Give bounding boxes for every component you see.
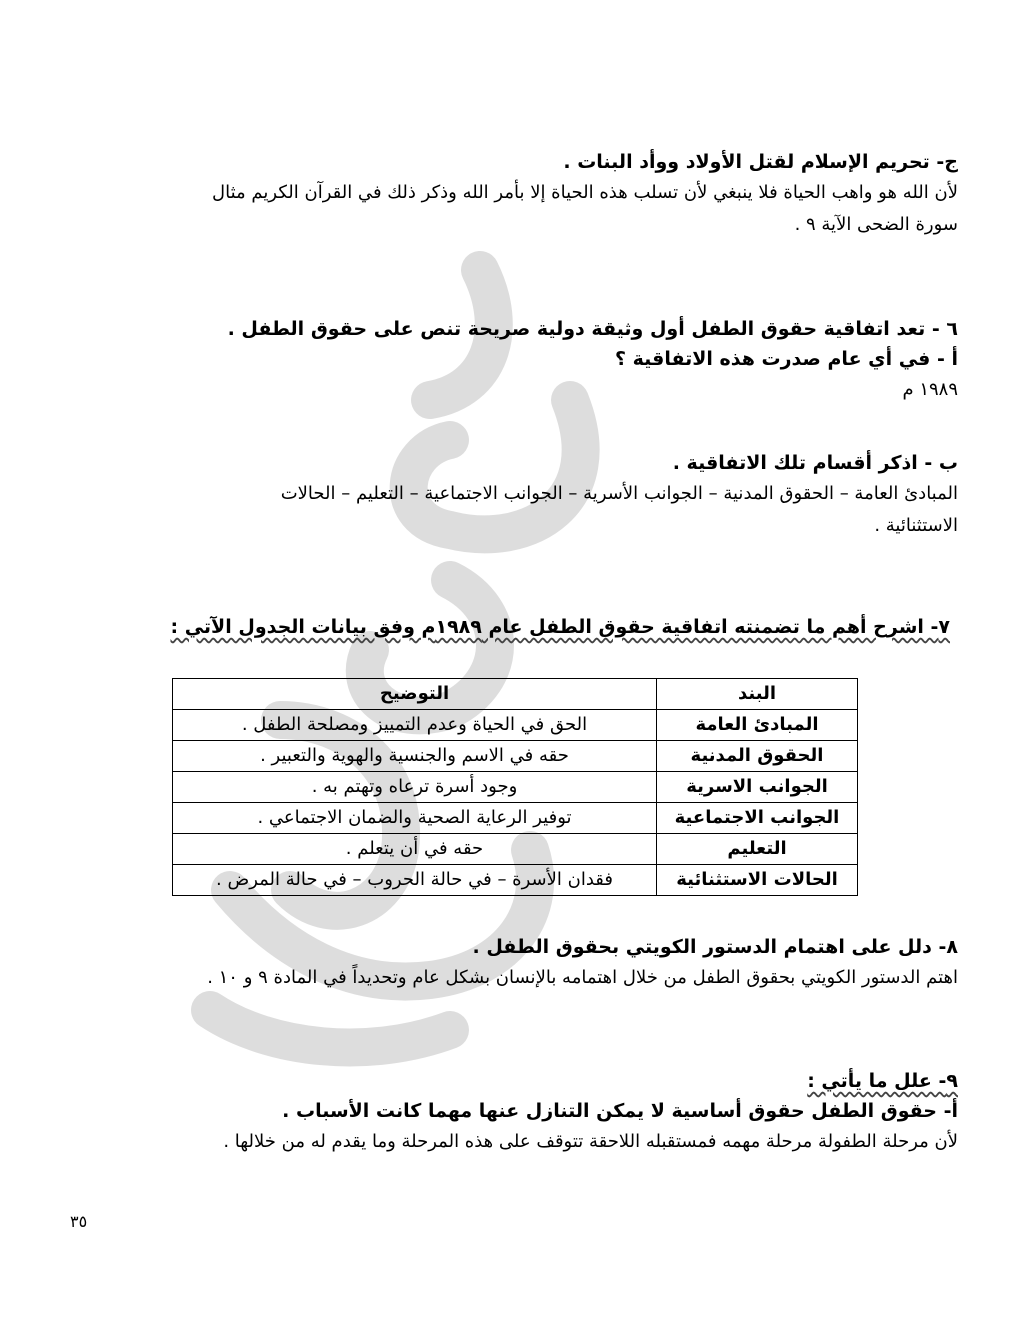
section-8-heading: ٨- دلل على اهتمام الدستور الكويتي بحقوق الطفل . bbox=[472, 936, 958, 958]
table-cell-item: الحالات الاستثنائية bbox=[657, 865, 858, 896]
table-cell-item: الحقوق المدنية bbox=[657, 741, 858, 772]
section-7 bbox=[60, 612, 950, 642]
section-8-answer: اهتم الدستور الكويتي بحقوق الطفل من خلال اهتمامه بالإنسان بشكل عام وتحديداً في المادة ٩ و ١٠ . bbox=[207, 967, 958, 988]
table-cell-item: المبادئ العامة bbox=[657, 710, 858, 741]
table-row bbox=[173, 710, 858, 741]
table-cell-explanation: الحق في الحياة وعدم التمييز ومصلحة الطفل . bbox=[173, 710, 657, 741]
section-c-heading: ج- تحريم الإسلام لقتل الأولاد ووأد البنات . bbox=[563, 151, 958, 173]
table-cell-explanation: حقه في أن يتعلم . bbox=[173, 834, 657, 865]
section-6-question-b: ب - اذكر أقسام تلك الاتفاقية . bbox=[672, 452, 958, 474]
section-6-answer-b-line1: المبادئ العامة – الحقوق المدنية – الجوانب الأسرية – الجوانب الاجتماعية – التعليم – الحالات bbox=[280, 483, 958, 504]
table-cell-explanation: حقه في الاسم والجنسية والهوية والتعبير . bbox=[173, 741, 657, 772]
table-cell-item: الجوانب الاسرية bbox=[657, 772, 858, 803]
table-cell-explanation: توفير الرعاية الصحية والضمان الاجتماعي . bbox=[173, 803, 657, 834]
table-row bbox=[173, 803, 858, 834]
section-7-heading: ٧- اشرح أهم ما تضمنته اتفاقية حقوق الطفل عام ١٩٨٩م وفق بيانات الجدول الآتي : bbox=[170, 616, 950, 638]
table-row bbox=[173, 772, 858, 803]
table-cell-item: الجوانب الاجتماعية bbox=[657, 803, 858, 834]
header-explanation: التوضيح bbox=[173, 679, 657, 710]
section-6-answer-b-line2: الاستثنائية . bbox=[874, 515, 958, 536]
section-c bbox=[58, 147, 958, 241]
header-item: البند bbox=[657, 679, 858, 710]
section-9-heading: ٩- علل ما يأتي : bbox=[807, 1070, 958, 1092]
section-6-question-a: أ - في أي عام صدرت هذه الاتفاقية ؟ bbox=[614, 348, 958, 370]
table-row bbox=[173, 741, 858, 772]
section-6b bbox=[58, 448, 958, 542]
section-6 bbox=[58, 314, 958, 406]
section-9-answer-a: لأن مرحلة الطفولة مرحلة مهمه فمستقبله اللاحقة تتوقف على هذه المرحلة وما يقدم له من خلالها . bbox=[223, 1131, 958, 1152]
section-c-line2: سورة الضحى الآية ٩ . bbox=[794, 214, 958, 235]
table-row bbox=[173, 865, 858, 896]
table-cell-explanation: وجود أسرة ترعاه وتهتم به . bbox=[173, 772, 657, 803]
table-row bbox=[173, 834, 858, 865]
section-9-question-a: أ- حقوق الطفل حقوق أساسية لا يمكن التنازل عنها مهما كانت الأسباب . bbox=[282, 1100, 958, 1122]
table-cell-item: التعليم bbox=[657, 834, 858, 865]
section-8 bbox=[48, 932, 958, 994]
table-cell-explanation: فقدان الأسرة – في حالة الحروب – في حالة المرض . bbox=[173, 865, 657, 896]
page-number: ٣٥ bbox=[70, 1212, 88, 1231]
section-9 bbox=[58, 1066, 958, 1158]
rights-table bbox=[172, 678, 858, 896]
section-6-answer-a: ١٩٨٩ م bbox=[902, 379, 958, 400]
table-header-row bbox=[173, 679, 858, 710]
section-6-heading: ٦ - تعد اتفاقية حقوق الطفل أول وثيقة دولية صريحة تنص على حقوق الطفل . bbox=[227, 318, 958, 340]
section-c-line1: لأن الله هو واهب الحياة فلا ينبغي لأن تسلب هذه الحياة إلا بأمر الله وذكر ذلك في القرآن الكريم مثال bbox=[212, 182, 958, 203]
